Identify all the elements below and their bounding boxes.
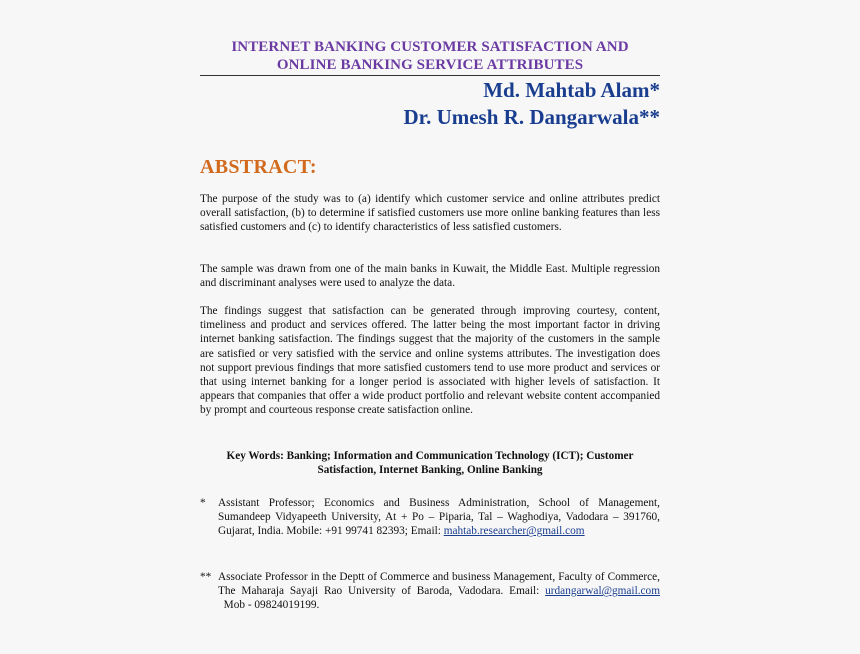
footnote-body: Associate Professor in the Deptt of Commerce and business Management, Faculty of Commerce, The Maharaja Sayaji Rao University of Baroda, Vadodara. Email: [218, 571, 660, 598]
footnote-body: Assistant Professor; Economics and Business Administration, School of Management, Sumandeep Vidyapeeth University, At + Po – Piparia, Tal – Waghodiya, Vadodara – 391760, Gujarat, India. Mobile: +91 99741 82393; Email: [218, 497, 660, 538]
abstract-paragraph-findings: The findings suggest that satisfaction can be generated through improving courtesy, content, timeliness and product and services offered. The latter being the most important factor in driving internet banking satisfaction. The findings suggest that the majority of the customers in the sample are satisfied or very satisfied with the service and online systems attributes. The investigation does not support previous findings that more satisfied customers tend to use more product and services or that using internet banking for a longer period is associated with higher levels of satisfaction. It appears that companies that offer a wide product portfolio and relevant website content accompanied by prompt and courteous response create satisfaction online. [200, 305, 660, 417]
title-divider [200, 75, 660, 76]
email-link[interactable]: urdangarwal@gmail.com [545, 585, 660, 598]
keywords-line-1: Key Words: Banking; Information and Communication Technology (ICT); Customer [226, 450, 634, 462]
footnote-author-1 [200, 496, 660, 539]
email-link[interactable]: mahtab.researcher@gmail.com [443, 525, 585, 538]
footnote-text [218, 570, 660, 613]
abstract-heading: ABSTRACT: [200, 156, 317, 178]
footnote-suffix: Mob - 09824019199. [218, 599, 320, 612]
title-line-2: ONLINE BANKING SERVICE ATTRIBUTES [276, 57, 584, 73]
keywords [200, 449, 660, 477]
abstract-paragraph-purpose: The purpose of the study was to (a) identify which customer service and online attributes predict overall satisfaction, (b) to determine if satisfied customers use more online banking features than less satisfied customers and (c) to identify characteristics of less satisfied customers. [200, 193, 660, 234]
footnote-author-2 [200, 570, 660, 613]
title-line-1: INTERNET BANKING CUSTOMER SATISFACTION AND [231, 39, 629, 55]
keywords-line-2: Satisfaction, Internet Banking, Online Banking [317, 464, 543, 476]
footnote-mark: ** [200, 571, 212, 583]
paper-title [200, 38, 660, 74]
author-primary: Md. Mahtab Alam* [483, 78, 660, 102]
footnote-text [218, 496, 660, 539]
abstract-paragraph-sample: The sample was drawn from one of the main banks in Kuwait, the Middle East. Multiple regression and discriminant analyses were used to analyze the data. [200, 263, 660, 290]
author-secondary: Dr. Umesh R. Dangarwala** [403, 105, 660, 129]
footnote-mark: * [200, 497, 206, 509]
